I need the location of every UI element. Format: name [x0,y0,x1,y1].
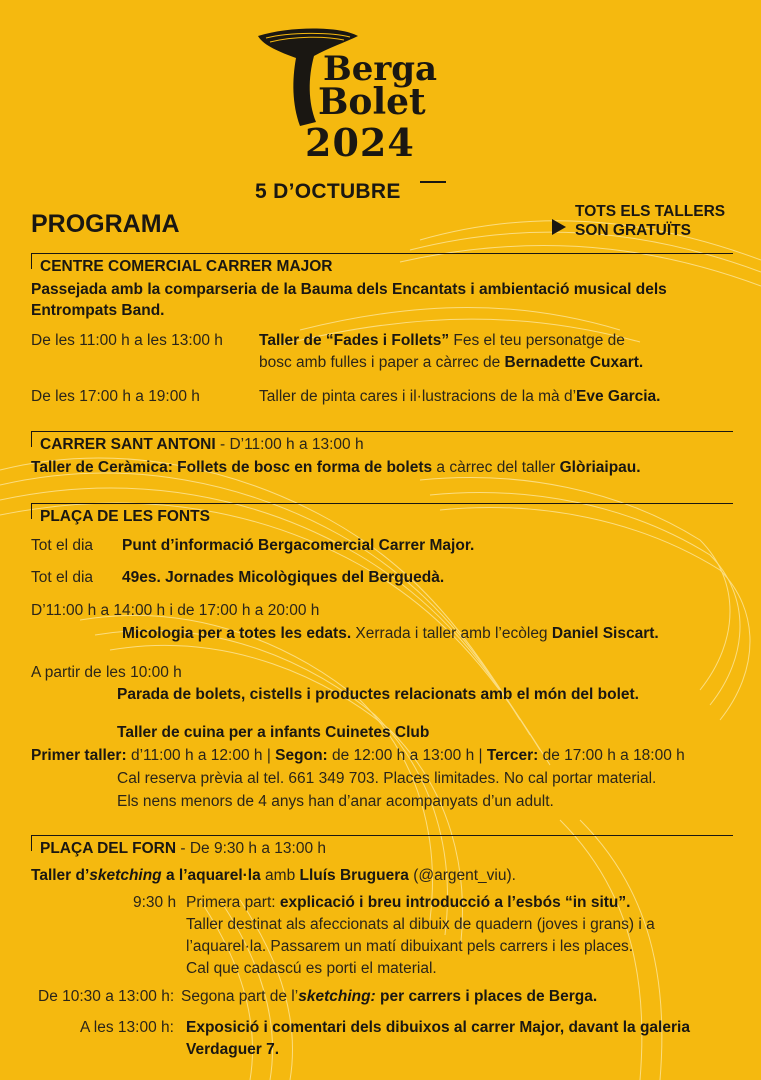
s3-row1-time: Tot el dia [31,537,94,554]
s4-intro-name: Lluís Bruguera [299,867,409,884]
s2-line [31,458,641,477]
logo-underline [420,181,446,183]
s1-intro-line1: Passejada amb la comparseria de la Bauma dels Encantats i ambientació musical dels [31,281,667,298]
section-title-placa-forn [40,839,326,858]
s1-event1-line1 [259,331,625,350]
s3-row5-time2: de 12:00 h a 13:00 h | [327,747,487,764]
s3-row5-label2: Segon: [275,747,328,764]
logo-berga: Berga [323,49,438,89]
s4-intro-b2: a l’aquarel·la [161,867,261,884]
s3-row4-time: A partir de les 10:00 h [31,664,182,681]
section-divider [31,503,733,504]
s4-intro-italic: sketching [89,867,162,884]
s4-intro-b1: Taller d’ [31,867,90,884]
s1-intro-line2: Entrompats Band. [31,302,165,319]
s3-row5-time3: de 17:00 h a 18:00 h [538,747,685,764]
s1-event1-text: Fes el teu personatge de [449,332,625,349]
s1-event1-title: Taller de “Fades i Follets” [259,332,450,349]
logo-bolet: Bolet [318,81,426,123]
s3-row5-title: Taller de cuina per a infants Cuinetes Club [117,724,430,741]
s4-part1-time: 9:30 h [133,894,177,911]
s3-row3-name: Daniel Siscart. [551,625,659,642]
s4-part1-line4: Cal que cadascú es porti el material. [186,960,437,977]
s4-part1-line1 [186,893,630,912]
s4-intro [31,866,516,885]
s4-part1-label: Primera part: [186,894,280,911]
section-title-centre-comercial: CENTRE COMERCIAL CARRER MAJOR [40,258,333,275]
section-divider-tick [31,431,32,447]
s4-part2-bold: per carrers i places de Berga. [375,988,598,1005]
s3-row2-text: 49es. Jornades Micològiques del Berguedà. [122,569,445,586]
s2-line-name: Glòriaipau. [559,459,641,476]
s2-line-bold: Taller de Ceràmica: Follets de bosc en forma de bolets [31,459,433,476]
free-notice-line1: TOTS ELS TALLERS [575,203,726,220]
s3-row5-label3: Tercer: [486,747,539,764]
s4-part3-time: A les 13:00 h: [80,1019,174,1036]
s4-part2-normal: Segona part de l’ [181,988,299,1005]
s3-row2-time: Tot el dia [31,569,94,586]
s3-row5-time1: d’11:00 h a 12:00 h | [126,747,276,764]
s4-part1-bold: explicació i breu introducció a l’esbós “in situ”. [279,894,631,911]
section-divider [31,253,733,254]
s2-line-normal: a càrrec del taller [432,459,560,476]
s1-event1-text2: bosc amb fulles i paper a càrrec de [259,354,505,371]
page-title: PROGRAMA [31,210,180,238]
s4-intro-normal: amb [260,867,300,884]
s4-title: PLAÇA DEL FORN [40,840,177,857]
s2-title: CARRER SANT ANTONI [40,436,216,453]
section-divider-tick [31,503,32,519]
s4-part3-line1: Exposició i comentari dels dibuixos al carrer Major, davant la galeria [186,1019,690,1036]
s4-time: - De 9:30 h a 13:00 h [176,840,326,857]
s4-part2-italic: sketching: [298,988,376,1005]
s4-part1-line3: l’aquarel·la. Passarem un matí dibuixant pels carrers i les places. [186,938,634,955]
s3-row3-bold: Micologia per a totes les edats. [122,625,352,642]
s3-row1-text: Punt d’informació Bergacomercial Carrer Major. [122,537,475,554]
section-title-placa-fonts: PLAÇA DE LES FONTS [40,508,210,525]
s1-event2-line [259,387,660,406]
s1-event2-name: Eve Garcia. [576,388,661,405]
s1-event1-name: Bernadette Cuxart. [504,354,644,371]
s3-row3-line [122,624,659,643]
s1-event2-text: Taller de pinta cares i il·lustracions de la mà d’ [259,388,577,405]
s3-row5-schedule [31,746,685,765]
arrow-right-icon [552,219,566,235]
s4-part3-line2: Verdaguer 7. [186,1041,280,1058]
s3-row3-time: D’11:00 h a 14:00 h i de 17:00 h a 20:00 h [31,602,320,619]
free-notice [575,202,725,241]
s4-intro-handle: (@argent_viu). [408,867,516,884]
s4-part2-line [181,987,597,1006]
s4-part1-line2: Taller destinat als afeccionats al dibuix de quadern (joves i grans) i a [186,916,655,933]
event-date: 5 D’OCTUBRE [255,180,401,203]
section-divider [31,431,733,432]
section-title-sant-antoni [40,435,364,454]
section-divider [31,835,733,836]
s3-row5-label1: Primer taller: [31,747,127,764]
section-divider-tick [31,253,32,269]
s4-part2-time: De 10:30 a 13:00 h: [38,988,175,1005]
s3-row4-text: Parada de bolets, cistells i productes relacionats amb el món del bolet. [117,686,639,703]
logo-year: 2024 [305,120,415,165]
s2-time: - D’11:00 h a 13:00 h [215,436,364,453]
s1-event1-line2 [259,353,643,372]
free-notice-line2: SON GRATUÏTS [575,222,691,240]
s1-event1-time: De les 11:00 h a les 13:00 h [31,332,223,349]
s3-row5-note2: Els nens menors de 4 anys han d’anar acompanyats d’un adult. [117,793,554,810]
s3-row3-normal: Xerrada i taller amb l’ecòleg [351,625,552,642]
s3-row5-note1: Cal reserva prèvia al tel. 661 349 703. Places limitades. No cal portar material. [117,770,657,787]
s1-event2-time: De les 17:00 h a 19:00 h [31,388,200,405]
section-divider-tick [31,835,32,851]
